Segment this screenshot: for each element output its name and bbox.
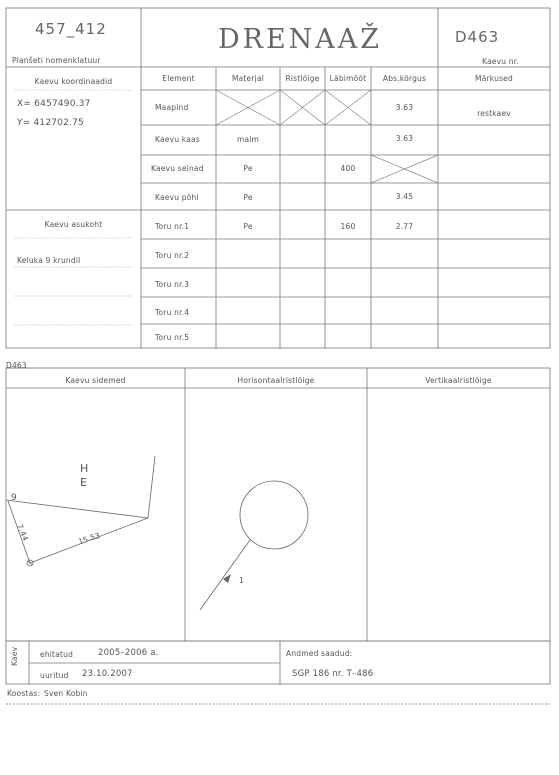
row-elevation: 3.45 (395, 192, 414, 201)
col-header-elevation: Abs.kõrgus (382, 74, 427, 83)
tie-distance-2: 15.53 (77, 530, 102, 547)
ties-heading: Kaevu sidemed (65, 376, 126, 385)
row-element: Kaevu põhi (155, 193, 199, 202)
well-id: D463 (455, 28, 500, 46)
coord-x: X= 6457490.37 (17, 99, 91, 109)
coords-label: Kaevu koordinaadid (34, 77, 113, 86)
row-elevation: 3.63 (395, 134, 414, 143)
row-diameter: 160 (340, 222, 356, 231)
col-header-material: Materjal (231, 74, 265, 83)
col-header-section: Ristlõige (285, 74, 320, 83)
pipe-label: 1 (239, 576, 244, 585)
data-source-label: Andmed saadud: (286, 649, 353, 658)
row-material: Pe (243, 193, 253, 202)
data-source-value: SGP 186 nr. T–486 (292, 669, 374, 679)
row-element: Kaevu kaas (155, 135, 200, 144)
row-material: malm (236, 135, 260, 144)
built-value: 2005–2006 a. (98, 648, 159, 658)
page-title: DRENAAŽ (218, 24, 383, 55)
row-element: Toru nr.5 (155, 333, 190, 342)
surveyed-label: uuritud (40, 671, 69, 680)
row-element: Toru nr.2 (155, 251, 190, 260)
location-value: Keluka 9 krundil (17, 256, 81, 265)
row-diameter: 400 (340, 164, 356, 173)
row-element: Kaevu seinad (151, 164, 204, 173)
author-name: Sven Kobin (44, 689, 88, 698)
coord-y: Y= 412702.75 (17, 118, 84, 128)
row-element: Toru nr.4 (155, 308, 190, 317)
sheet-label: Planšeti nomenklatuur (12, 56, 101, 65)
col-header-diameter: Läbimõõt (329, 74, 367, 83)
author-label: Koostas: (7, 689, 41, 698)
house-label-e: E (80, 476, 88, 489)
built-label: ehitatud (40, 650, 74, 659)
well-label: Kaevu nr. (482, 57, 519, 66)
vertical-section-heading: Vertikaalristlõige (425, 376, 492, 385)
row-note: restkaev (477, 109, 511, 118)
col-header-element: Element (162, 74, 195, 83)
row-element: Toru nr.3 (155, 280, 190, 289)
row-material: Pe (243, 164, 253, 173)
location-label: Kaevu asukoht (44, 220, 103, 229)
horizontal-section-heading: Horisontaalristlõige (237, 376, 315, 385)
point-label: 9 (11, 493, 17, 503)
row-element: Maapind (155, 103, 189, 112)
sheet-number: 457_412 (35, 20, 107, 38)
tie-distance-1: 7.44 (15, 522, 31, 543)
row-elevation: 3.63 (395, 103, 414, 112)
row-element: Toru nr.1 (155, 222, 190, 231)
side-label: Kaev (10, 646, 19, 666)
horizontal-section-sketch (200, 481, 308, 610)
row-elevation: 2.77 (395, 222, 414, 231)
row-material: Pe (243, 222, 253, 231)
surveyed-value: 23.10.2007 (82, 669, 133, 679)
house-label-h: H (80, 462, 89, 475)
col-header-notes: Märkused (475, 74, 513, 83)
lower-well-id: D463 (6, 361, 27, 370)
